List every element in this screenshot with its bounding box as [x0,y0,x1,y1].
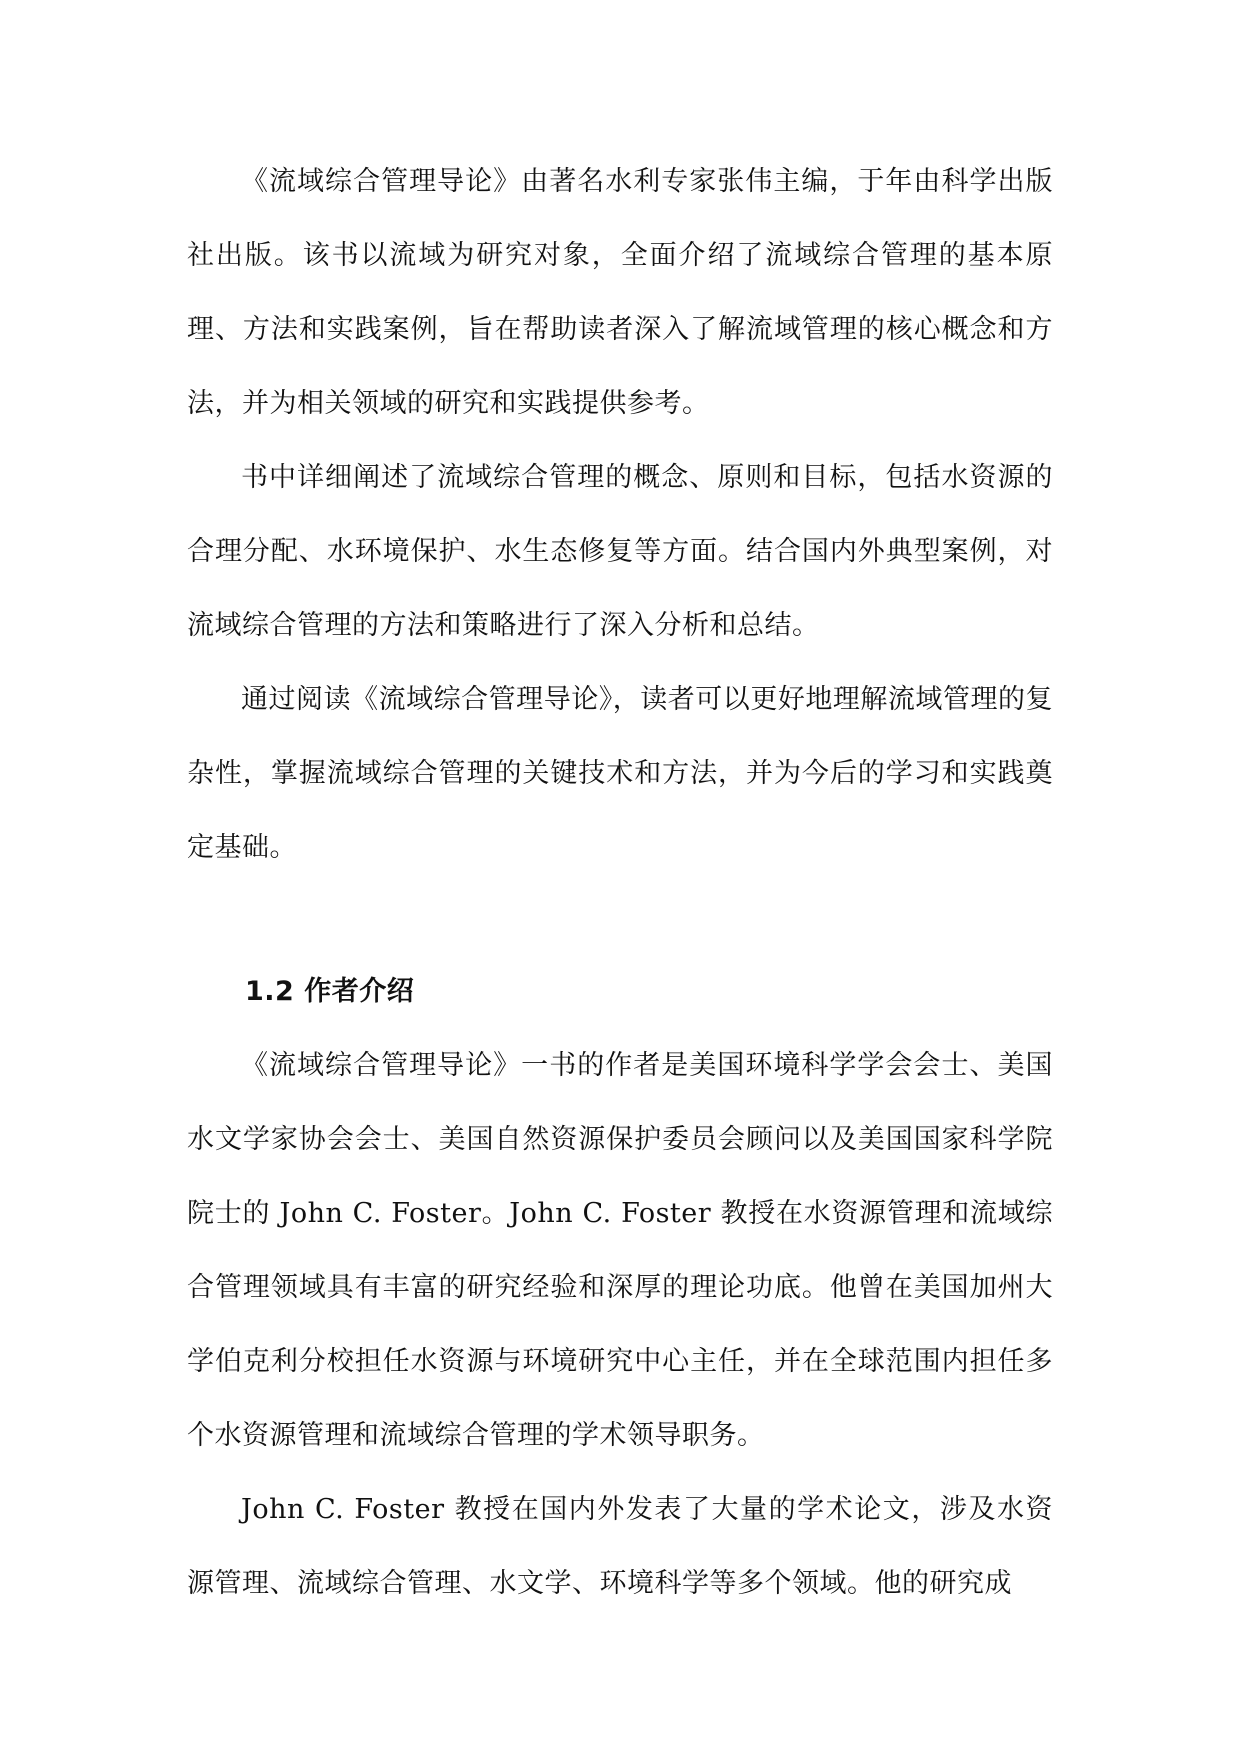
paragraph-intro-3: 通过阅读《流域综合管理导论》，读者可以更好地理解流域管理的复杂性，掌握流域综合管理的关键技术和方法，并为今后的学习和实践奠定基础。 [187,684,1053,863]
document-body [187,145,1053,1621]
paragraph-author-1: 《流域综合管理导论》一书的作者是美国环境科学学会会士、美国水文学家协会会士、美国自然资源保护委员会顾问以及美国国家科学院院士的 John C. Foster。John C. Foster 教授在水资源管理和流域综合管理领域具有丰富的研究经验和深厚的理论功底。他曾在美国加州大学伯克利分校担任水资源与环境研究中心主任，并在全球范围内担任多个水资源管理和流域综合管理的学术领导职务。 [187,1050,1053,1451]
paragraph-intro-1: 《流域综合管理导论》由著名水利专家张伟主编，于年由科学出版社出版。该书以流域为研究对象，全面介绍了流域综合管理的基本原理、方法和实践案例，旨在帮助读者深入了解流域管理的核心概念和方法，并为相关领域的研究和实践提供参考。 [187,166,1053,419]
section-heading: 1.2 作者介绍 [245,976,415,1007]
paragraph-author-2: John C. Foster 教授在国内外发表了大量的学术论文，涉及水资源管理、流域综合管理、水文学、环境科学等多个领域。他的研究成 [187,1494,1053,1599]
paragraph-intro-2: 书中详细阐述了流域综合管理的概念、原则和目标，包括水资源的合理分配、水环境保护、水生态修复等方面。结合国内外典型案例，对流域综合管理的方法和策略进行了深入分析和总结。 [187,462,1053,641]
